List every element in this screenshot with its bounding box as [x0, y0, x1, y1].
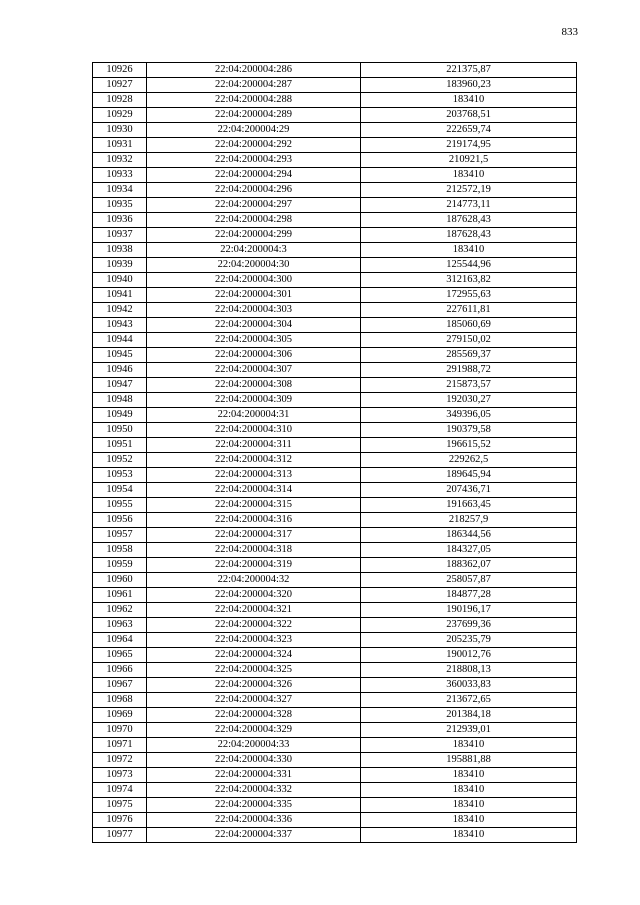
value-cell: 360033,83 — [361, 678, 577, 693]
table-row — [93, 93, 577, 108]
table-row — [93, 483, 577, 498]
table-row — [93, 708, 577, 723]
row-number-cell: 10965 — [93, 648, 147, 663]
table-row — [93, 753, 577, 768]
value-cell: 258057,87 — [361, 573, 577, 588]
table-row — [93, 318, 577, 333]
row-number-cell: 10954 — [93, 483, 147, 498]
value-cell: 183410 — [361, 783, 577, 798]
row-number-cell: 10968 — [93, 693, 147, 708]
value-cell: 125544,96 — [361, 258, 577, 273]
value-cell: 195881,88 — [361, 753, 577, 768]
cadastral-number-cell: 22:04:200004:305 — [147, 333, 361, 348]
table-row — [93, 183, 577, 198]
value-cell: 184877,28 — [361, 588, 577, 603]
row-number-cell: 10972 — [93, 753, 147, 768]
value-cell: 221375,87 — [361, 63, 577, 78]
row-number-cell: 10927 — [93, 78, 147, 93]
cadastral-number-cell: 22:04:200004:29 — [147, 123, 361, 138]
row-number-cell: 10956 — [93, 513, 147, 528]
table-row — [93, 258, 577, 273]
value-cell: 196615,52 — [361, 438, 577, 453]
value-cell: 349396,05 — [361, 408, 577, 423]
cadastral-number-cell: 22:04:200004:327 — [147, 693, 361, 708]
table-row — [93, 408, 577, 423]
table-row — [93, 78, 577, 93]
cadastral-number-cell: 22:04:200004:330 — [147, 753, 361, 768]
cadastral-number-cell: 22:04:200004:289 — [147, 108, 361, 123]
value-cell: 214773,11 — [361, 198, 577, 213]
row-number-cell: 10940 — [93, 273, 147, 288]
table-row — [93, 168, 577, 183]
value-cell: 190379,58 — [361, 423, 577, 438]
cadastral-number-cell: 22:04:200004:301 — [147, 288, 361, 303]
cadastral-number-cell: 22:04:200004:337 — [147, 828, 361, 843]
value-cell: 312163,82 — [361, 273, 577, 288]
table-row — [93, 333, 577, 348]
row-number-cell: 10952 — [93, 453, 147, 468]
row-number-cell: 10958 — [93, 543, 147, 558]
row-number-cell: 10951 — [93, 438, 147, 453]
value-cell: 222659,74 — [361, 123, 577, 138]
table-row — [93, 138, 577, 153]
cadastral-number-cell: 22:04:200004:33 — [147, 738, 361, 753]
row-number-cell: 10947 — [93, 378, 147, 393]
table-row — [93, 423, 577, 438]
table-row — [93, 438, 577, 453]
value-cell: 183410 — [361, 768, 577, 783]
value-cell: 183410 — [361, 798, 577, 813]
row-number-cell: 10935 — [93, 198, 147, 213]
row-number-cell: 10929 — [93, 108, 147, 123]
cadastral-number-cell: 22:04:200004:336 — [147, 813, 361, 828]
row-number-cell: 10946 — [93, 363, 147, 378]
value-cell: 285569,37 — [361, 348, 577, 363]
table-row — [93, 108, 577, 123]
cadastral-number-cell: 22:04:200004:296 — [147, 183, 361, 198]
value-cell: 183410 — [361, 243, 577, 258]
value-cell: 183410 — [361, 828, 577, 843]
row-number-cell: 10939 — [93, 258, 147, 273]
table-row — [93, 348, 577, 363]
value-cell: 212572,19 — [361, 183, 577, 198]
row-number-cell: 10934 — [93, 183, 147, 198]
cadastral-number-cell: 22:04:200004:331 — [147, 768, 361, 783]
row-number-cell: 10966 — [93, 663, 147, 678]
cadastral-number-cell: 22:04:200004:309 — [147, 393, 361, 408]
table-row — [93, 648, 577, 663]
cadastral-number-cell: 22:04:200004:299 — [147, 228, 361, 243]
value-cell: 183410 — [361, 813, 577, 828]
value-cell: 183410 — [361, 738, 577, 753]
cadastral-number-cell: 22:04:200004:311 — [147, 438, 361, 453]
row-number-cell: 10967 — [93, 678, 147, 693]
row-number-cell: 10949 — [93, 408, 147, 423]
value-cell: 188362,07 — [361, 558, 577, 573]
cadastral-number-cell: 22:04:200004:300 — [147, 273, 361, 288]
table-row — [93, 288, 577, 303]
table-row — [93, 738, 577, 753]
value-cell: 183960,23 — [361, 78, 577, 93]
value-cell: 215873,57 — [361, 378, 577, 393]
table-row — [93, 768, 577, 783]
cadastral-number-cell: 22:04:200004:307 — [147, 363, 361, 378]
cadastral-number-cell: 22:04:200004:319 — [147, 558, 361, 573]
cadastral-number-cell: 22:04:200004:322 — [147, 618, 361, 633]
row-number-cell: 10957 — [93, 528, 147, 543]
cadastral-number-cell: 22:04:200004:328 — [147, 708, 361, 723]
value-cell: 186344,56 — [361, 528, 577, 543]
table-row — [93, 198, 577, 213]
table-row — [93, 213, 577, 228]
row-number-cell: 10948 — [93, 393, 147, 408]
table-row — [93, 498, 577, 513]
row-number-cell: 10973 — [93, 768, 147, 783]
value-cell: 189645,94 — [361, 468, 577, 483]
table-row — [93, 123, 577, 138]
value-cell: 190012,76 — [361, 648, 577, 663]
row-number-cell: 10975 — [93, 798, 147, 813]
value-cell: 183410 — [361, 93, 577, 108]
cadastral-number-cell: 22:04:200004:32 — [147, 573, 361, 588]
table-row — [93, 723, 577, 738]
cadastral-value-table — [92, 62, 577, 843]
value-cell: 279150,02 — [361, 333, 577, 348]
value-cell: 201384,18 — [361, 708, 577, 723]
cadastral-number-cell: 22:04:200004:312 — [147, 453, 361, 468]
cadastral-number-cell: 22:04:200004:323 — [147, 633, 361, 648]
value-cell: 187628,43 — [361, 228, 577, 243]
row-number-cell: 10953 — [93, 468, 147, 483]
table-row — [93, 693, 577, 708]
table-row — [93, 678, 577, 693]
cadastral-number-cell: 22:04:200004:287 — [147, 78, 361, 93]
table-row — [93, 783, 577, 798]
row-number-cell: 10926 — [93, 63, 147, 78]
value-cell: 185060,69 — [361, 318, 577, 333]
row-number-cell: 10977 — [93, 828, 147, 843]
row-number-cell: 10963 — [93, 618, 147, 633]
row-number-cell: 10941 — [93, 288, 147, 303]
cadastral-number-cell: 22:04:200004:298 — [147, 213, 361, 228]
cadastral-number-cell: 22:04:200004:324 — [147, 648, 361, 663]
row-number-cell: 10960 — [93, 573, 147, 588]
value-cell: 187628,43 — [361, 213, 577, 228]
cadastral-number-cell: 22:04:200004:316 — [147, 513, 361, 528]
cadastral-number-cell: 22:04:200004:313 — [147, 468, 361, 483]
table-row — [93, 153, 577, 168]
cadastral-number-cell: 22:04:200004:3 — [147, 243, 361, 258]
table-row — [93, 453, 577, 468]
cadastral-number-cell: 22:04:200004:308 — [147, 378, 361, 393]
cadastral-number-cell: 22:04:200004:293 — [147, 153, 361, 168]
value-cell: 212939,01 — [361, 723, 577, 738]
cadastral-number-cell: 22:04:200004:304 — [147, 318, 361, 333]
value-cell: 203768,51 — [361, 108, 577, 123]
table-row — [93, 528, 577, 543]
value-cell: 229262,5 — [361, 453, 577, 468]
cadastral-number-cell: 22:04:200004:317 — [147, 528, 361, 543]
value-cell: 210921,5 — [361, 153, 577, 168]
row-number-cell: 10932 — [93, 153, 147, 168]
table-row — [93, 513, 577, 528]
value-cell: 172955,63 — [361, 288, 577, 303]
value-cell: 213672,65 — [361, 693, 577, 708]
row-number-cell: 10943 — [93, 318, 147, 333]
row-number-cell: 10961 — [93, 588, 147, 603]
table-row — [93, 798, 577, 813]
row-number-cell: 10950 — [93, 423, 147, 438]
table-row — [93, 378, 577, 393]
value-cell: 219174,95 — [361, 138, 577, 153]
table-row — [93, 228, 577, 243]
table-row — [93, 543, 577, 558]
value-cell: 227611,81 — [361, 303, 577, 318]
value-cell: 291988,72 — [361, 363, 577, 378]
table-body — [93, 63, 577, 843]
row-number-cell: 10928 — [93, 93, 147, 108]
cadastral-number-cell: 22:04:200004:335 — [147, 798, 361, 813]
cadastral-number-cell: 22:04:200004:314 — [147, 483, 361, 498]
table-row — [93, 303, 577, 318]
value-cell: 192030,27 — [361, 393, 577, 408]
page-number: 833 — [561, 26, 578, 38]
value-cell: 190196,17 — [361, 603, 577, 618]
row-number-cell: 10955 — [93, 498, 147, 513]
cadastral-number-cell: 22:04:200004:318 — [147, 543, 361, 558]
cadastral-number-cell: 22:04:200004:294 — [147, 168, 361, 183]
row-number-cell: 10969 — [93, 708, 147, 723]
value-cell: 218808,13 — [361, 663, 577, 678]
value-cell: 237699,36 — [361, 618, 577, 633]
row-number-cell: 10936 — [93, 213, 147, 228]
table-row — [93, 573, 577, 588]
row-number-cell: 10944 — [93, 333, 147, 348]
cadastral-number-cell: 22:04:200004:310 — [147, 423, 361, 438]
cadastral-number-cell: 22:04:200004:288 — [147, 93, 361, 108]
cadastral-number-cell: 22:04:200004:329 — [147, 723, 361, 738]
table-row — [93, 603, 577, 618]
cadastral-number-cell: 22:04:200004:315 — [147, 498, 361, 513]
cadastral-number-cell: 22:04:200004:30 — [147, 258, 361, 273]
cadastral-number-cell: 22:04:200004:326 — [147, 678, 361, 693]
value-cell: 218257,9 — [361, 513, 577, 528]
table-row — [93, 588, 577, 603]
row-number-cell: 10942 — [93, 303, 147, 318]
table-row — [93, 468, 577, 483]
table-row — [93, 828, 577, 843]
row-number-cell: 10976 — [93, 813, 147, 828]
table-row — [93, 393, 577, 408]
row-number-cell: 10970 — [93, 723, 147, 738]
table-row — [93, 663, 577, 678]
table-row — [93, 813, 577, 828]
value-cell: 207436,71 — [361, 483, 577, 498]
row-number-cell: 10930 — [93, 123, 147, 138]
row-number-cell: 10959 — [93, 558, 147, 573]
row-number-cell: 10933 — [93, 168, 147, 183]
row-number-cell: 10971 — [93, 738, 147, 753]
cadastral-number-cell: 22:04:200004:320 — [147, 588, 361, 603]
table-row — [93, 633, 577, 648]
row-number-cell: 10938 — [93, 243, 147, 258]
table-row — [93, 243, 577, 258]
table-row — [93, 273, 577, 288]
value-cell: 184327,05 — [361, 543, 577, 558]
value-cell: 205235,79 — [361, 633, 577, 648]
row-number-cell: 10937 — [93, 228, 147, 243]
row-number-cell: 10964 — [93, 633, 147, 648]
row-number-cell: 10945 — [93, 348, 147, 363]
row-number-cell: 10974 — [93, 783, 147, 798]
value-cell: 191663,45 — [361, 498, 577, 513]
row-number-cell: 10931 — [93, 138, 147, 153]
cadastral-number-cell: 22:04:200004:325 — [147, 663, 361, 678]
table-row — [93, 558, 577, 573]
table-row — [93, 63, 577, 78]
cadastral-number-cell: 22:04:200004:306 — [147, 348, 361, 363]
cadastral-number-cell: 22:04:200004:332 — [147, 783, 361, 798]
row-number-cell: 10962 — [93, 603, 147, 618]
table-row — [93, 618, 577, 633]
cadastral-number-cell: 22:04:200004:297 — [147, 198, 361, 213]
cadastral-number-cell: 22:04:200004:321 — [147, 603, 361, 618]
cadastral-number-cell: 22:04:200004:31 — [147, 408, 361, 423]
table-row — [93, 363, 577, 378]
value-cell: 183410 — [361, 168, 577, 183]
cadastral-number-cell: 22:04:200004:292 — [147, 138, 361, 153]
cadastral-number-cell: 22:04:200004:286 — [147, 63, 361, 78]
cadastral-number-cell: 22:04:200004:303 — [147, 303, 361, 318]
